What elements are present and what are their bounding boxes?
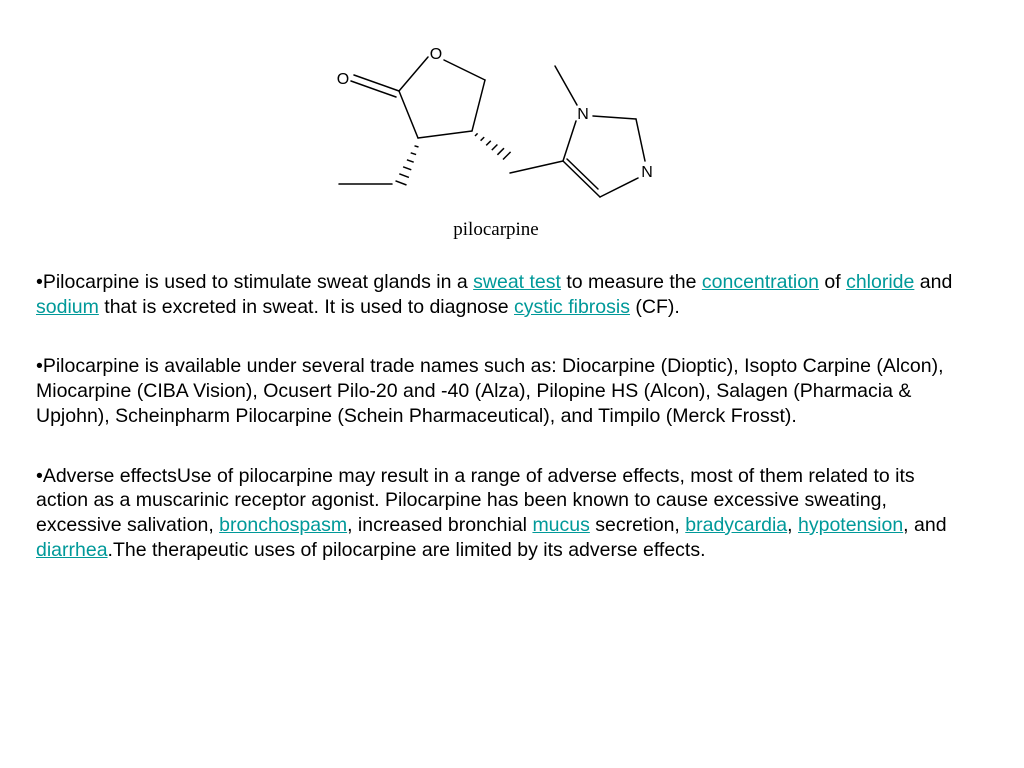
link-mucus[interactable]: mucus bbox=[532, 513, 590, 536]
paragraph-adverse-effects bbox=[36, 464, 956, 563]
methyl-nitrogen-label: N bbox=[577, 106, 589, 123]
text-segment: , and bbox=[903, 513, 947, 536]
text-segment: that is excreted in sweat. It is used to diagnose bbox=[98, 295, 515, 318]
text-segment: secretion, bbox=[589, 513, 686, 536]
text-segment: Pilocarpine is available under several trade names such as: Diocarpine (Dioptic), Isopto Carpine (Alcon), Miocarpine (CIBA Vision), Ocusert Pilo-20 and -40 (Alza), Pilopine HS (Alcon), Salagen (Pharmacia & Upjohn), Scheinpharm Pilocarpine (Schein Pharmaceutical), and Timpilo (Merck Frosst). bbox=[36, 355, 944, 427]
link-bradycardia[interactable]: bradycardia bbox=[685, 513, 788, 536]
link-bronchospasm[interactable]: bronchospasm bbox=[219, 513, 348, 536]
bullet: • bbox=[36, 355, 43, 378]
text-segment: , bbox=[787, 513, 798, 536]
ring-nitrogen-label: N bbox=[641, 164, 653, 181]
bullet: • bbox=[36, 271, 43, 293]
link-chloride[interactable]: chloride bbox=[846, 271, 915, 293]
text-segment: (CF). bbox=[629, 295, 680, 318]
paragraph-sweat-test bbox=[36, 270, 956, 319]
link-sweat-test[interactable]: sweat test bbox=[473, 271, 561, 293]
link-cystic-fibrosis[interactable]: cystic fibrosis bbox=[514, 295, 630, 318]
ring-oxygen-label: O bbox=[429, 46, 443, 63]
pilocarpine-structure-diagram bbox=[0, 0, 1024, 250]
link-concentration[interactable]: concentration bbox=[701, 271, 819, 293]
bullet: • bbox=[36, 464, 43, 487]
text-segment: Adverse effectsUse of pilocarpine may result in a range of adverse effects, most of them related to its action as a muscarinic receptor agonist. Pilocarpine has been known to cause excessive sweating, excessive salivation, bbox=[36, 464, 915, 536]
structure-caption: pilocarpine bbox=[453, 219, 539, 240]
text-segment: to measure the bbox=[560, 271, 702, 293]
text-segment: Pilocarpine is used to stimulate sweat glands in a bbox=[42, 271, 474, 293]
text-body bbox=[36, 270, 956, 597]
text-segment: .The therapeutic uses of pilocarpine are limited by its adverse effects. bbox=[107, 538, 706, 561]
link-diarrhea[interactable]: diarrhea bbox=[36, 538, 108, 561]
link-hypotension[interactable]: hypotension bbox=[798, 513, 904, 536]
text-segment: of bbox=[818, 271, 847, 293]
paragraph-trade-names bbox=[36, 354, 956, 428]
text-segment: and bbox=[914, 271, 953, 293]
link-sodium[interactable]: sodium bbox=[36, 295, 99, 318]
text-segment: , increased bronchial bbox=[347, 513, 533, 536]
carbonyl-oxygen-label: O bbox=[336, 71, 350, 88]
